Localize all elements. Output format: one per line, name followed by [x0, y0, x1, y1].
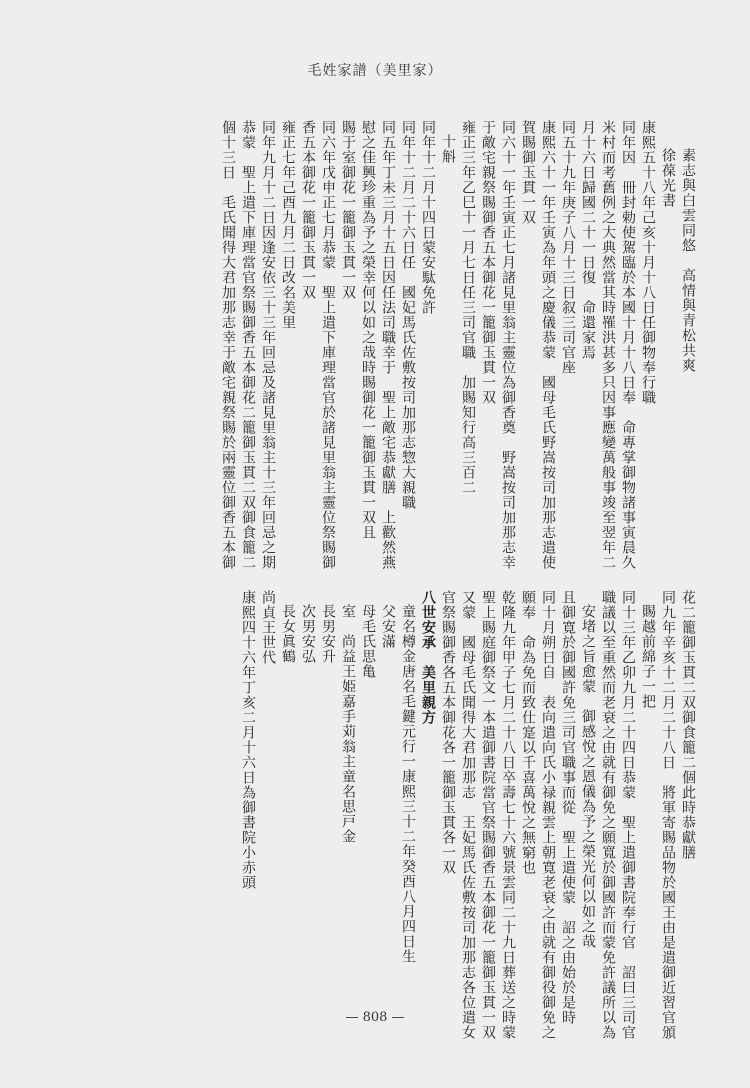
text-column: 室 尚益王姫嘉手苅翁主童名思戸金: [340, 604, 356, 844]
text-column: 同六年戊申正七月恭蒙 聖上遣下庫理當官於諸見里翁主靈位祭賜御: [320, 120, 336, 570]
text-column: 父安滿: [380, 604, 396, 649]
text-column: 安堵之旨愈蒙 御感悅之恩儀為予之榮光何以如之哉: [580, 604, 596, 949]
text-column: 同年因 冊封勅使駕臨於本國十月十八日奉 命專掌御物諸事寅晨久: [620, 120, 636, 570]
text-column: 同五十九年庚子八月十三日叙三司官座: [560, 120, 576, 375]
text-column: 于敵宅親祭賜御香五本御花一籠御玉貫一双: [480, 120, 496, 405]
text-column: 花二籠御玉貫二双御食籠二個此時恭獻膳: [680, 590, 696, 860]
text-column: 月十六日歸國二十一日復 命還家焉: [580, 120, 596, 360]
text-column: 十斛: [440, 134, 456, 164]
text-column: 聖上賜庭御祭文一本遣御書院當官祭賜御香五本御花一籠御玉貫一双: [480, 590, 496, 1040]
text-column: 米村而考舊例之大典然當其時罹洪甚多只因事應變萬般事竣至翌年二: [600, 120, 616, 570]
text-column: 尚貞王世代: [260, 590, 276, 665]
text-column: 康熙六十一年壬寅為年頭之慶儀恭蒙 國母毛氏野嵩按司加那志遣使: [540, 120, 556, 570]
text-column: 雍正七年己酉九月二日改名美里: [280, 120, 296, 330]
text-column: 同年十二月十四日蒙安駄免許: [420, 120, 436, 315]
page-header: 毛姓家譜（美里家）: [307, 63, 443, 79]
text-column: 同九年辛亥十二月二十八日 將軍寄賜品物於國王由是遣御近習官頒: [660, 590, 676, 1040]
text-column: 康熙四十六年丁亥二月十六日為御書院小赤頭: [240, 590, 256, 890]
text-column: 母毛氏思亀: [360, 604, 376, 679]
text-column: 慰之佳興珍重為予之榮幸何以如之哉時賜御花一籠御玉貫一双且: [360, 120, 376, 540]
text-column: 官祭賜御香各五本御花各一籠御玉貫各一双: [440, 590, 456, 875]
text-column: 個十三日 毛氏聞得大君加那志幸于敵宅親祭賜於兩靈位御香五本御: [220, 120, 236, 570]
text-column: 長男安升: [320, 604, 336, 664]
text-column: 賀賜御玉貫一双: [520, 120, 536, 225]
text-column: 又蒙 國母毛氏聞得大君加那志 王妃馬氏佐敷按司加那志各位遣女: [460, 590, 476, 1040]
text-column: 徐葆光書: [660, 148, 676, 208]
text-column: 同六十一年壬寅正七月諸見里翁主靈位為御香奠 野嵩按司加那志幸: [500, 120, 516, 570]
text-column: 同年九月十二日因逢安依三十三年回忌及諸見里翁主十三年回忌之期: [260, 120, 276, 570]
text-column: 同十月朔日自 表向遣向氏小禄親雲上朝寛老衰之由就有御役御免之: [540, 590, 556, 1040]
text-column: 乾隆九年甲子七月二十八日卒壽七十六號景雲同二十九日葬送之時蒙: [500, 590, 516, 1040]
text-column: 八世安承 美里親方: [420, 590, 436, 725]
text-column: 香五本御花一籠御玉貫一双: [300, 120, 316, 300]
text-column: 康熙五十八年己亥十月十八日任御物奉行職: [640, 120, 656, 405]
text-column: 且御寛於御國許免三司官職事而從 聖上遣使蒙 詔之由始於是時: [560, 590, 576, 1025]
text-column: 童名樽金唐名毛鍵元行一康熙三十二年癸酉八月四日生: [400, 604, 416, 964]
text-column: 賜于室御花一籠御玉貫一双: [340, 120, 356, 300]
text-column: 次男安弘: [300, 604, 316, 664]
text-column: 同年十二月二十六日任 國妃馬氏佐敷按司加那志惣大親職: [400, 120, 416, 510]
upper-text-block: [52, 120, 698, 570]
page-number: — 808 —: [345, 1010, 405, 1025]
text-column: 素志與白雲同悠 高情與青松共爽: [680, 148, 696, 373]
text-column: 同十三年乙卯九月二十四日恭蒙 聖上遣御書院奉行官 詔曰三司官: [620, 590, 636, 1040]
text-column: 職議以至重然而老衰之由就有御免之願寬於御國許而蒙免許議所以為: [600, 590, 616, 1040]
text-column: 恭蒙 聖上遣下庫理當官祭賜御香五本御花二籠御玉貫二双御食籠二: [240, 120, 256, 570]
text-column: 賜越前綿子一把: [640, 604, 656, 709]
text-column: 長女眞鶴: [280, 604, 296, 664]
text-column: 雍正三年乙巳十一月七日任三司官職 加賜知行高三百二: [460, 120, 476, 495]
text-column: 同五年丁未三月十五日因任法司職幸于 聖上敵宅恭獻膳 上歡然燕: [380, 120, 396, 570]
text-column: 願奉 命為免而致仕寔以千喜萬悅之無窮也: [520, 590, 536, 875]
